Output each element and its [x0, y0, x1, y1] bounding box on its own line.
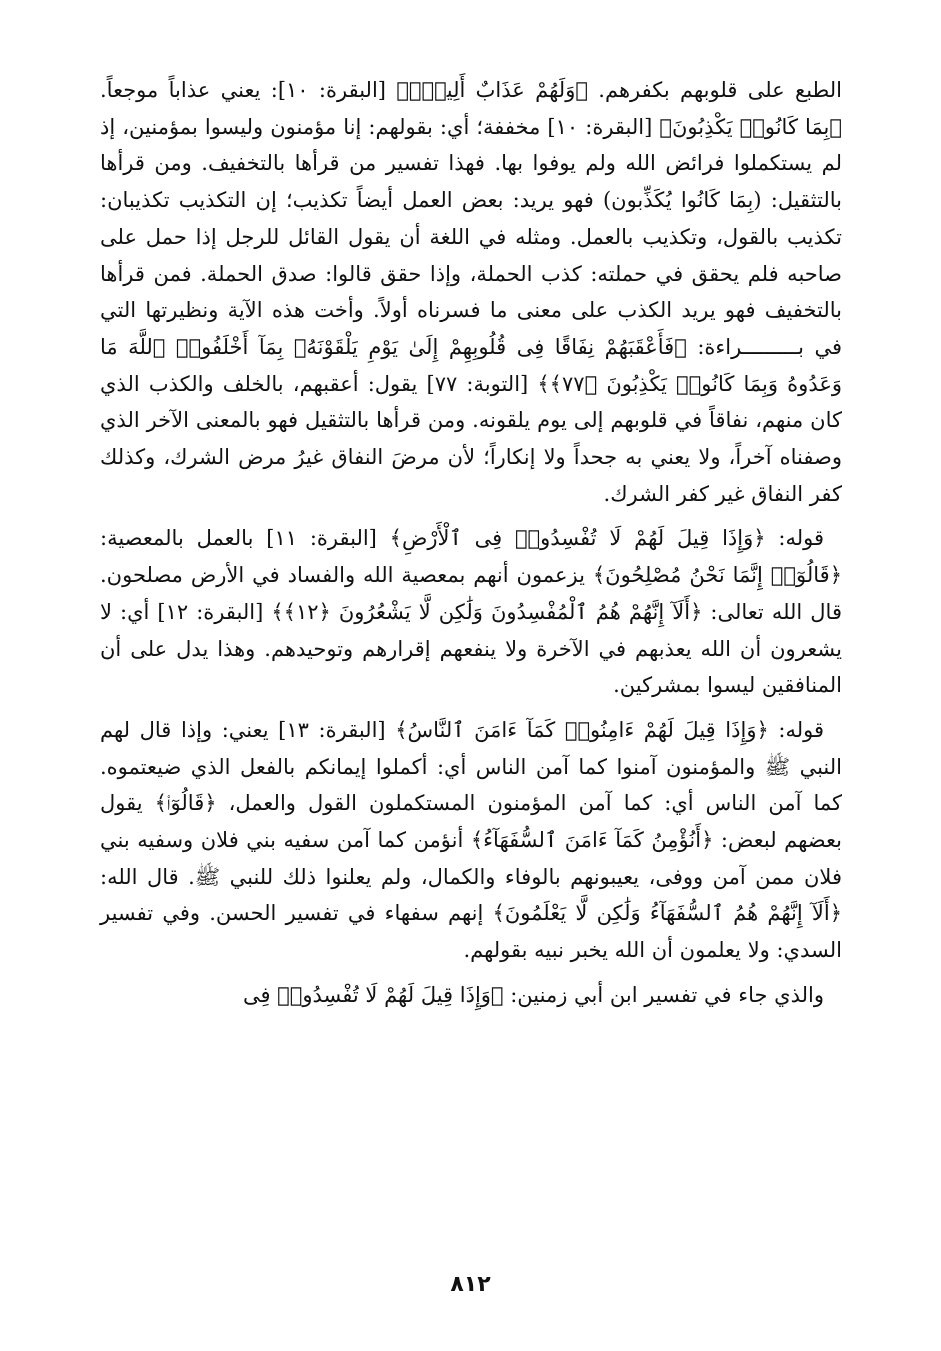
- paragraph-2: قوله: ﴿وَإِذَا قِيلَ لَهُمْ لَا تُفْسِدُوا۟ فِى ٱلْأَرْضِ﴾ [البقرة: ١١] بالعمل بالمعصية: ﴿قَالُوٓا۟ إِنَّمَا نَحْنُ مُصْلِحُونَ﴾ يزعمون أنهم بمعصية الله والفساد في الأرض مصلحون. قال الله تعالى: ﴿أَلَآ إِنَّهُمْ هُمُ ٱلْمُفْسِدُونَ وَلَٰكِن لَّا يَشْعُرُونَ ﴿١٢﴾﴾ [البقرة: ١٢] أي: لا يشعرون أن الله يعذبهم في الآخرة ولا ينفعهم إقرارهم وتوحيدهم. وهذا يدل على أن المنافقين ليسوا بمشركين.: [100, 526, 842, 698]
- paragraph-4: والذي جاء في تفسير ابن أبي زمنين: ﴿وَإِذَا قِيلَ لَهُمْ لَا تُفْسِدُوا۟ فِى: [242, 982, 824, 1007]
- paragraph-1: الطبع على قلوبهم بكفرهم. ﴿وَلَهُمْ عَذَابٌ أَلِيمُۢ﴾ [البقرة: ١٠]: يعني عذاباً موجعاً. ﴿بِمَا كَانُوا۟ يَكْذِبُونَ﴾ [البقرة: ١٠] مخففة؛ أي: بقولهم: إنا مؤمنون وليسوا بمؤمنين، إذ لم يستكملوا فرائض الله ولم يوفوا بها. فهذا تفسير من قرأها بالتخفيف. ومن قرأها بالتثقيل: (بِمَا كَانُوا يُكَذِّبون) فهو يريد: بعض العمل أيضاً تكذيب؛ إن التكذيب تكذيبان: تكذيب بالقول، وتكذيب بالعمل. ومثله في اللغة أن يقول القائل للرجل إذا حمل على صاحبه فلم يحقق في حملته: كذب الحملة، وإذا حقق قالوا: صدق الحملة. فمن قرأها بالتخفيف فهو يريد الكذب على معنى ما فسرناه أولاً. وأخت هذه الآية ونظيرتها التي في بـــــــــراءة: ﴿فَأَعْقَبَهُمْ نِفَاقًا فِى قُلُوبِهِمْ إِلَىٰ يَوْمِ يَلْقَوْنَهُۥ بِمَآ أَخْلَفُوا۟ ٱللَّهَ مَا وَعَدُوهُ وَبِمَا كَانُوا۟ يَكْذِبُونَ ﴿٧٧﴾﴾ [التوبة: ٧٧] يقول: أعقبهم، بالخلف والكذب الذي كان منهم، نفاقاً في قلوبهم إلى يوم يلقونه. ومن قرأها بالتثقيل فهو بالمعنى الآخر الذي وصفناه آخراً، ولا يعني به جحداً ولا إنكاراً؛ لأن مرضَ النفاق غيرُ مرض الشرك، وكذلك كفر النفاق غير كفر الشرك.: [100, 78, 843, 506]
- page-body: [100, 72, 842, 1022]
- page-number: ٨١٢: [450, 1272, 491, 1297]
- paragraph-3: قوله: ﴿وَإِذَا قِيلَ لَهُمْ ءَامِنُوا۟ كَمَآ ءَامَنَ ٱلنَّاسُ﴾ [البقرة: ١٣] يعني: وإذا قال لهم النبي ﷺ والمؤمنون آمنوا كما آمن الناس أي: أكملوا إيمانكم بالفعل الذي ضيعتموه. كما آمن الناس أي: كما آمن المؤمنون المستكملون القول والعمل، ﴿قَالُوٓا۟﴾ يقول بعضهم لبعض: ﴿أَنُؤْمِنُ كَمَآ ءَامَنَ ٱلسُّفَهَآءُ﴾ أنؤمن كما آمن سفيه بني فلان وسفيه بني فلان ممن آمن ووفى، يعيبونهم بالوفاء والكمال، ولم يعلنوا ذلك للنبي ﷺ. قال الله: ﴿أَلَآ إِنَّهُمْ هُمُ ٱلسُّفَهَآءُ وَلَٰكِن لَّا يَعْلَمُونَ﴾ إنهم سفهاء في تفسير الحسن. وفي تفسير السدي: ولا يعلمون أن الله يخبر نبيه بقولهم.: [100, 717, 842, 963]
